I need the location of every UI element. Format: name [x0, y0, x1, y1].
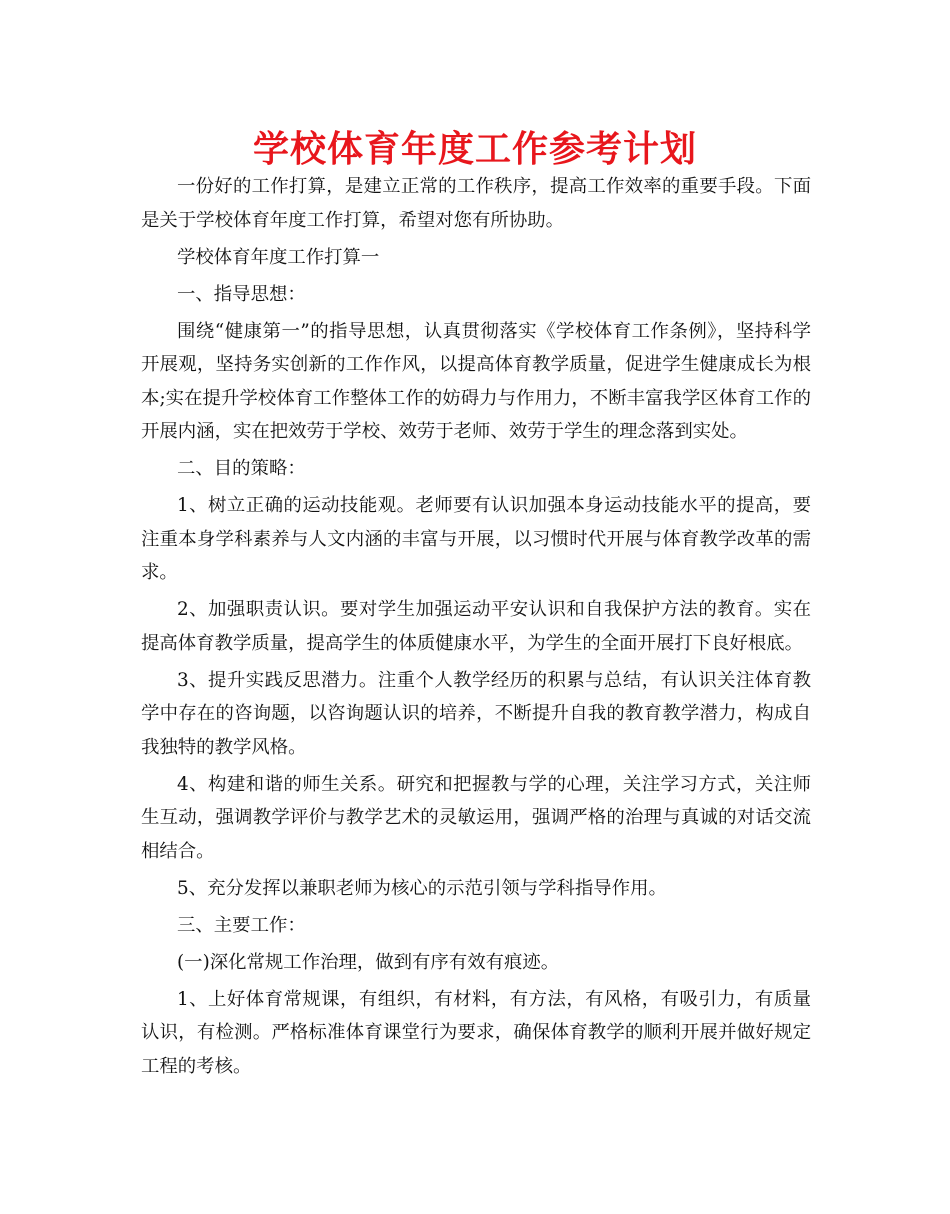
paragraph-plan-heading: 学校体育年度工作打算一 [177, 246, 380, 268]
section-heading-main-work: 三、主要工作： [177, 914, 306, 936]
paragraph-intro: 一份好的工作打算，是建立正常的工作秩序，提高工作效率的重要手段。下面是关于学校体育年度工作打算，希望对您有所协助。 [141, 176, 811, 231]
paragraph-goal-3: 3、提升实践反思潜力。注重个人教学经历的积累与总结，有认识关注体育教学中存在的咨询题，以咨询题认识的培养，不断提升自我的教育教学潜力，构成自我独特的教学风格。 [141, 669, 811, 758]
paragraph-work-1: 1、上好体育常规课，有组织，有材料，有方法，有风格，有吸引力，有质量认识，有检测。严格标准体育课堂行为要求，确保体育教学的顺利开展并做好规定工程的考核。 [141, 988, 811, 1077]
paragraph-goal-4: 4、构建和谐的师生关系。研究和把握教与学的心理，关注学习方式，关注师生互动，强调教学评价与教学艺术的灵敏运用，强调严格的治理与真诚的对话交流相结合。 [141, 773, 811, 862]
document-body [141, 170, 811, 1087]
paragraph-guiding-thought: 围绕“健康第一”的指导思想，认真贯彻落实《学校体育工作条例》，坚持科学开展观，坚持务实创新的工作作风，以提高体育教学质量，促进学生健康成长为根本;实在提升学校体育工作整体工作的妨碍力与作用力，不断丰富我学区体育工作的开展内涵，实在把效劳于学校、效劳于老师、效劳于学生的理念落到实处。 [141, 320, 811, 442]
paragraph-goal-2: 2、加强职责认识。要对学生加强运动平安认识和自我保护方法的教育。实在提高体育教学质量，提高学生的体质健康水平，为学生的全面开展打下良好根底。 [141, 599, 811, 654]
document-title: 学校体育年度工作参考计划 [252, 129, 697, 170]
subsection-heading-routine-work: (一)深化常规工作治理，做到有序有效有痕迹。 [177, 951, 560, 973]
section-heading-goals: 二、目的策略： [177, 458, 306, 479]
paragraph-goal-5: 5、充分发挥以兼职老师为核心的示范引领与学科指导作用。 [177, 877, 667, 899]
section-heading-guiding-thought: 一、指导思想： [177, 283, 306, 305]
paragraph-goal-1: 1、树立正确的运动技能观。老师要有认识加强本身运动技能水平的提高，要注重本身学科素养与人文内涵的丰富与开展，以习惯时代开展与体育教学改革的需求。 [141, 495, 811, 583]
